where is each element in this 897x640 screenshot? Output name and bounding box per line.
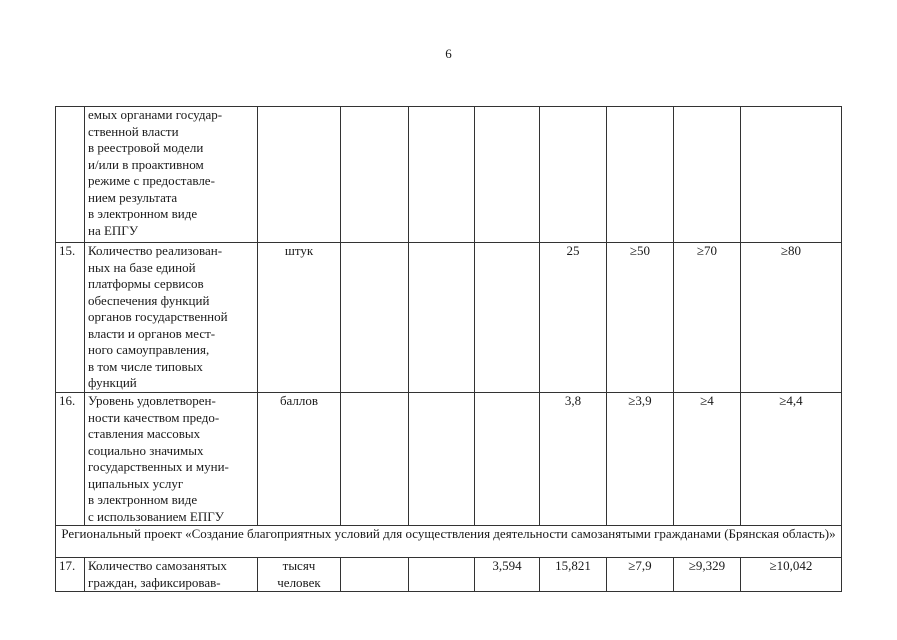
value-cell <box>674 107 741 243</box>
value-cell <box>540 107 607 243</box>
unit-of-measure: штук <box>258 243 341 393</box>
table-body <box>56 107 842 592</box>
row-number <box>56 107 85 243</box>
value-cell <box>409 243 475 393</box>
value-cell: ≥50 <box>607 243 674 393</box>
indicator-name: Количество реализован- ных на базе единой платформы сервисов обеспечения функций органов государственной власти и органов мест- ного самоуправления, в том числе типовых функций <box>85 243 258 393</box>
value-cell <box>341 243 409 393</box>
value-cell <box>607 107 674 243</box>
table-row <box>56 558 842 592</box>
value-cell: 15,821 <box>540 558 607 592</box>
section-row <box>56 526 842 558</box>
indicator-name: Уровень удовлетворен- ности качеством предо- ставления массовых социально значимых государственных и муни- ципальных услуг в электронном виде с использованием ЕПГУ <box>85 393 258 526</box>
value-cell <box>341 558 409 592</box>
value-cell: ≥3,9 <box>607 393 674 526</box>
value-cell: ≥4 <box>674 393 741 526</box>
indicators-table <box>55 106 842 592</box>
row-number: 17. <box>56 558 85 592</box>
row-number: 15. <box>56 243 85 393</box>
unit-of-measure <box>258 107 341 243</box>
value-cell: 25 <box>540 243 607 393</box>
value-cell: ≥80 <box>741 243 842 393</box>
table-row <box>56 393 842 526</box>
value-cell: 3,8 <box>540 393 607 526</box>
value-cell: 3,594 <box>475 558 540 592</box>
indicator-name: емых органами государ- ственной власти в реестровой модели и/или в проактивном режиме с предоставле- нием результата в электронном виде на ЕПГУ <box>85 107 258 243</box>
value-cell <box>475 393 540 526</box>
page-number: 6 <box>445 46 452 61</box>
unit-of-measure: тысяч человек <box>258 558 341 592</box>
row-number: 16. <box>56 393 85 526</box>
value-cell <box>341 393 409 526</box>
value-cell: ≥4,4 <box>741 393 842 526</box>
value-cell <box>341 107 409 243</box>
value-cell <box>741 107 842 243</box>
value-cell <box>475 243 540 393</box>
table-row <box>56 243 842 393</box>
unit-of-measure: баллов <box>258 393 341 526</box>
value-cell: ≥9,329 <box>674 558 741 592</box>
value-cell: ≥10,042 <box>741 558 842 592</box>
section-title: Региональный проект «Создание благоприятных условий для осуществления деятельности самозанятыми гражданами (Брянская область)» <box>56 526 842 558</box>
value-cell <box>409 107 475 243</box>
value-cell: ≥70 <box>674 243 741 393</box>
value-cell <box>475 107 540 243</box>
value-cell <box>409 393 475 526</box>
value-cell: ≥7,9 <box>607 558 674 592</box>
table-row <box>56 107 842 243</box>
indicator-name: Количество самозанятых граждан, зафиксировав- <box>85 558 258 592</box>
value-cell <box>409 558 475 592</box>
